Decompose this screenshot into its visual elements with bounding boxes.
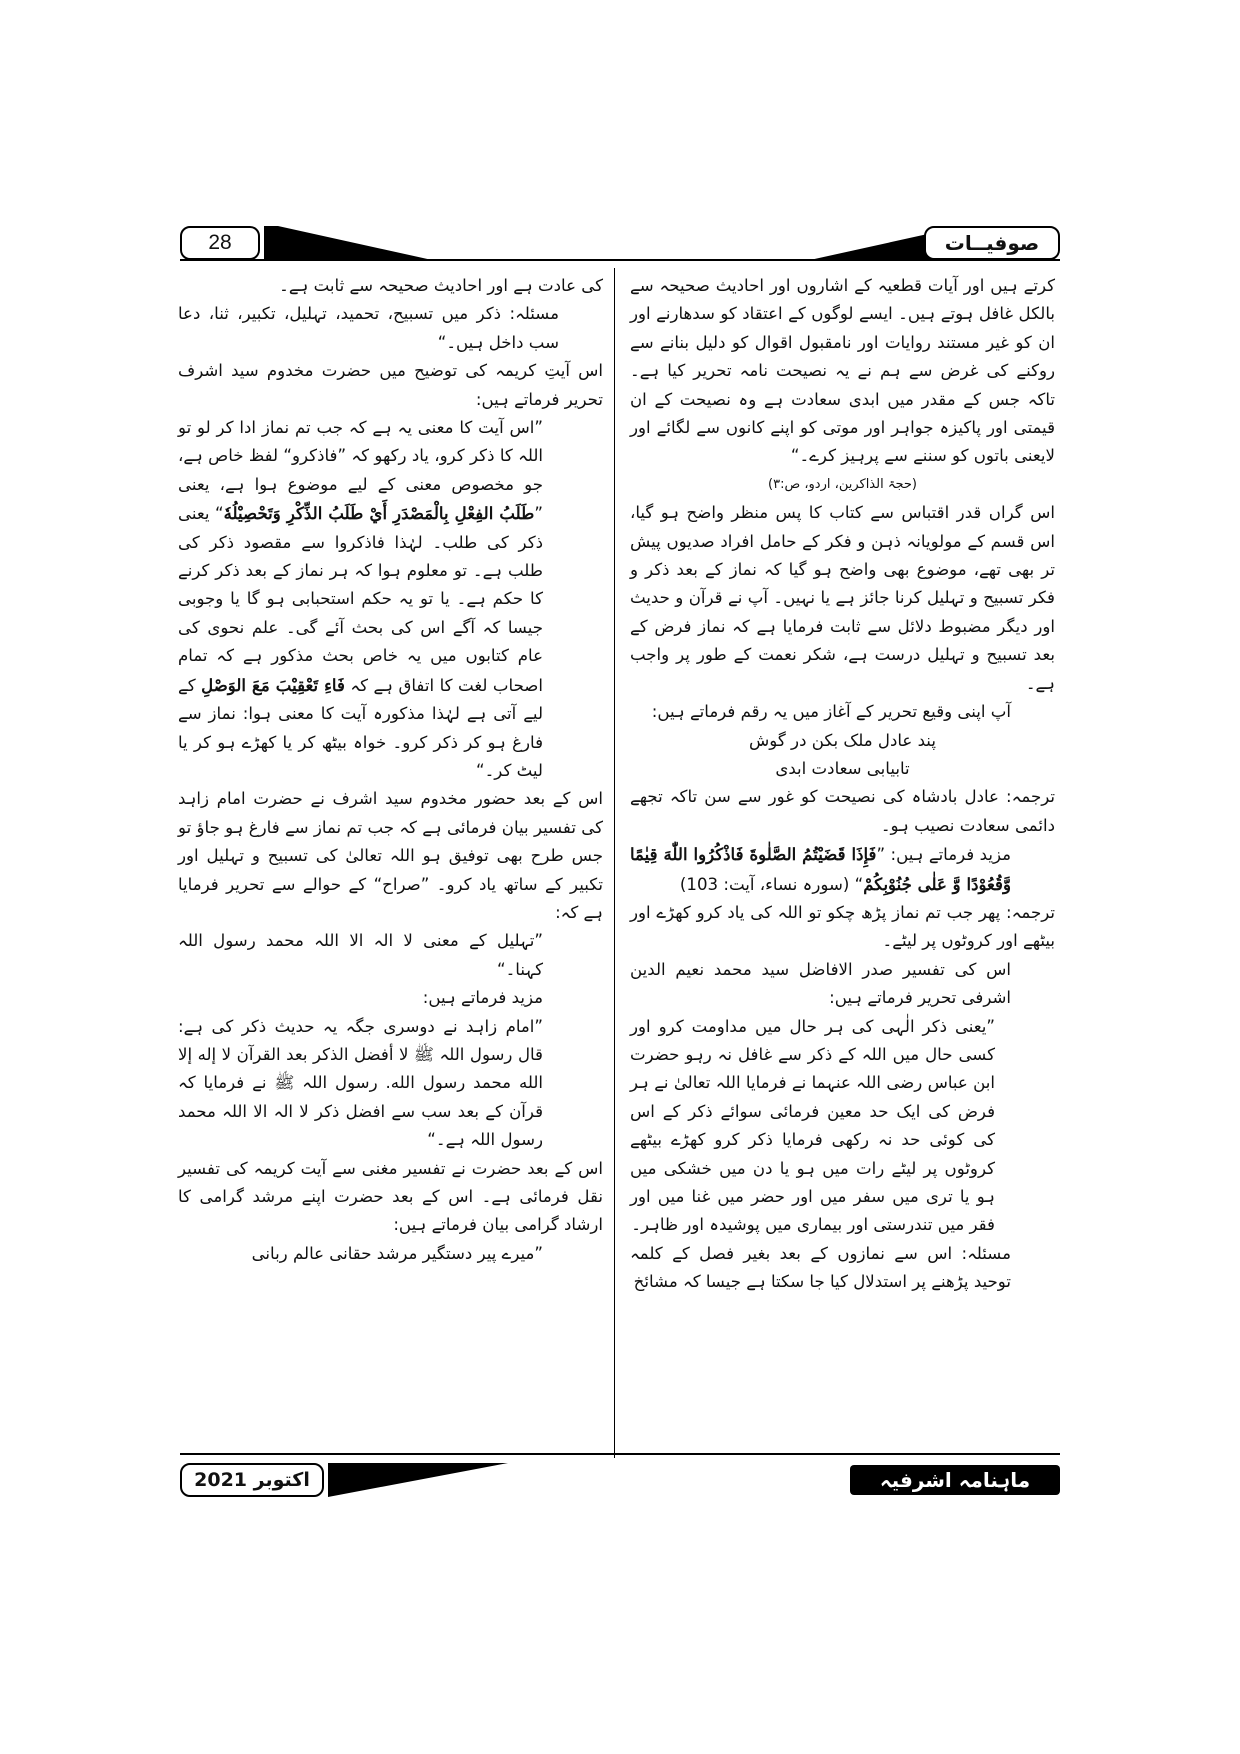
quote-block: ”امام زاہد نے دوسری جگہ یہ حدیث ذکر کی ہے: قال رسول اللہ ﷺ لا أفضل الذكر بعد القرآن لا إله إلا الله محمد رسول الله. رسول اللہ ﷺ نے فرمایا کہ قرآن کے بعد سب سے افضل ذکر لا الہ الا اللہ محمد رسول اللہ ہے۔“ — [178, 1016, 543, 1150]
footer-rule — [180, 1453, 1060, 1455]
issue-date: اکتوبر 2021 — [180, 1463, 324, 1497]
magazine-short-title: صوفیــات — [924, 226, 1060, 260]
page-footer — [180, 1453, 1060, 1497]
paragraph: کرتے ہیں اور آیات قطعیہ کے اشاروں اور احادیث صحیحہ سے بالکل غافل ہوتے ہیں۔ ایسے لوگوں کے اعتقاد کو سدھارنے اور ان کو غیر مستند روایات اور نامقبول اقوال کو دلیل بنانے سے روکنے کی غرض سے ہم نے یہ نصیحت نامہ تحریر کیا ہے۔ تاکہ جس کے مقدر میں ابدی سعادت ہے وہ نصیحت کے ان قیمتی اور پاکیزہ جواہر اور موتی کو اپنے کانوں سے لگائے اور لایعنی باتوں کو سننے سے پرہیز کرے۔“ — [630, 276, 1055, 466]
translation: ترجمہ: عادل بادشاہ کی نصیحت کو غور سے سن تاکہ تجھے دائمی سعادت نصیب ہو۔ — [630, 787, 1055, 835]
footer-ribbon — [328, 1463, 508, 1497]
quran-verse-paragraph — [630, 840, 1055, 899]
column-divider — [614, 268, 615, 1458]
arabic-phrase: فَاءِ تَعْقِيْبَ مَعَ الوَصْلِ — [201, 674, 345, 695]
page-header — [180, 226, 1060, 260]
intro-text: مزید فرماتے ہیں: ” — [876, 845, 1011, 865]
persian-verse-line-1: پند عادل ملک بکن در گوش — [749, 730, 936, 750]
quran-verse: فَإِذَا قَضَيْتُمُ الصَّلٰوةَ فَاذْكُرُوا اللّٰهَ قِيٰمًا وَّقُعُوْدًا وَّ عَلٰى جُنُوْبِكُمْ — [630, 844, 1011, 894]
paragraph: اس کے بعد حضور مخدوم سید اشرف نے حضرت امام زاہد کی تفسیر بیان فرمائی ہے کہ جب تم نماز سے فارغ ہو جاؤ تو جس طرح بھی توفیق ہو اللہ تعالیٰ کی تسبیح و تہلیل اور تکبیر کے ساتھ یاد کرو۔ ”صراح“ کے حوالے سے تحریر فرمایا ہے کہ: — [178, 789, 603, 922]
left-column — [178, 272, 603, 1268]
paragraph: اس کے بعد حضرت نے تفسیر مغنی سے آیت کریمہ کی تفسیر نقل فرمائی ہے۔ اس کے بعد حضرت اپنے مرشد گرامی کا ارشاد گرامی بیان فرماتے ہیں: — [178, 1158, 603, 1235]
paragraph: کی عادت ہے اور احادیث صحیحہ سے ثابت ہے۔ — [279, 276, 603, 295]
page-number: 28 — [180, 226, 260, 260]
paragraph: آپ اپنی وقیع تحریر کے آغاز میں یہ رقم فرماتے ہیں: — [651, 702, 1011, 722]
paragraph: مسئلہ: ذکر میں تسبیح، تحمید، تہلیل، تکبیر، ثنا، دعا سب داخل ہیں۔“ — [178, 304, 559, 352]
quote-block: ”تہلیل کے معنی لا الہ الا اللہ محمد رسول اللہ کہنا۔“ — [178, 931, 543, 979]
paragraph: مسئلہ: اس سے نمازوں کے بعد بغیر فصل کے کلمہ توحید پڑھنے پر استدلال کیا جا سکتا ہے جیسا کہ مشائخ — [630, 1243, 1011, 1292]
quote-text: کے لیے آتی ہے لہٰذا مذکورہ آیت کا معنی ہوا: نماز سے فارغ ہو کر ذکر کرو۔ خواہ بیٹھ کر یا کھڑے ہو کر یا لیٹ کر۔“ — [178, 675, 543, 780]
citation: (حجۃ الذاکرین، اردو، ص:۳) — [768, 476, 917, 492]
paragraph: اس گراں قدر اقتباس سے کتاب کا پس منظر واضح ہو گیا، اس قسم کے مولویانہ ذہن و فکر کے حامل افراد صدیوں پیش تر بھی تھے، موضوع بھی واضح ہو گیا کہ نماز کے بعد ذکر و فکر تسبیح و تہلیل کرنا جائز ہے یا نہیں۔ آپ نے قرآن و حدیث اور دیگر مضبوط دلائل سے ثابت فرمایا ہے کہ نماز فرض کے بعد تسبیح و تہلیل درست ہے، شکر نعمت کے طور پر واجب ہے۔ — [630, 503, 1055, 693]
paragraph: مزید فرماتے ہیں: — [422, 988, 543, 1008]
translation: ترجمہ: پھر جب تم نماز پڑھ چکو تو اللہ کی یاد کرو کھڑے اور بیٹھے اور کروٹوں پر لیٹے۔ — [630, 902, 1055, 951]
verse-reference: “ (سورہ نساء، آیت: 103) — [679, 874, 864, 894]
paragraph: اس کی تفسیر صدر الافاضل سید محمد نعیم الدین اشرفی تحریر فرماتے ہیں: — [630, 959, 1011, 1008]
quote-block: ”یعنی ذکر الٰہی کی ہر حال میں مداومت کرو اور کسی حال میں اللہ کے ذکر سے غافل نہ رہو حضرت ابن عباس رضی اللہ عنہما نے فرمایا اللہ تعالیٰ نے ہر فرض کی ایک حد معین فرمائی سوائے ذکر کے اس کی کوئی حد نہ رکھی فرمایا ذکر کرو کھڑے بیٹھے کروٹوں پر لیٹے رات میں ہو یا دن میں خشکی میں ہو یا تری میں سفر میں اور حضر میں غنا میں اور فقر میں تندرستی اور بیماری میں پوشیدہ اور ظاہر۔ — [630, 1016, 995, 1235]
persian-verse-line-2: تابیابی سعادت ابدی — [775, 758, 910, 778]
quote-text: “ یعنی ذکر کی طلب۔ لہٰذا فاذکروا سے مقصود ذکر کی طلب ہے۔ تو معلوم ہوا کہ ہر نماز کے بعد ذکر کرنے کا حکم ہے۔ یا تو یہ حکم استحبابی ہو گا یا وجوبی جیسا کہ آگے اس کی بحث آئے گی۔ علم نحوی کی عام کتابوں میں یہ خاص بحث مذکور ہے کہ تمام اصحاب لغت کا اتفاق ہے کہ — [178, 504, 543, 695]
quote-block — [178, 414, 603, 785]
paragraph: اس آیتِ کریمہ کی توضیح میں حضرت مخدوم سید اشرف تحریر فرماتے ہیں: — [178, 361, 603, 409]
arabic-phrase: طَلَبُ الفِعْلِ بِالْمَصْدَرِ أَيْ طَلَبُ الذِّكْرِ وَتَحْصِيْلُهٗ — [223, 503, 535, 524]
magazine-name: ماہنامہ اشرفیہ — [850, 1465, 1060, 1495]
quote-text: ”اس آیت کا معنی یہ ہے کہ جب تم نماز ادا کر لو تو اللہ کا ذکر کرو، یاد رکھو کہ ”فاذکرو“ لفظ خاص ہے، جو مخصوص معنی کے لیے موضوع ہوا ہے، یعنی ” — [178, 418, 543, 524]
right-column — [630, 272, 1055, 1297]
quote-block: ”میرے پیر دستگیر مرشد حقانی عالم ربانی — [251, 1243, 543, 1263]
header-ribbon-left — [264, 226, 432, 260]
